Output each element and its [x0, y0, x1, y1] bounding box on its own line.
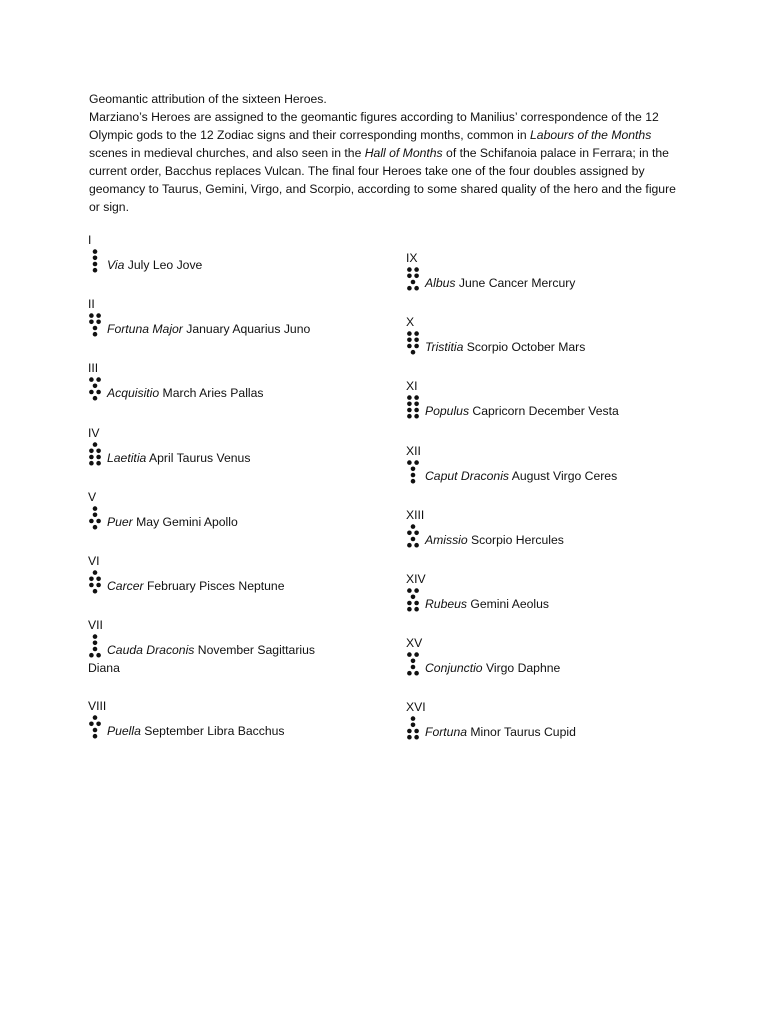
figure-name: Puer	[107, 515, 133, 529]
hero-attribution	[425, 596, 549, 614]
geomantic-dot	[414, 402, 419, 407]
hero-numeral: XV	[406, 636, 423, 650]
geomantic-dot	[411, 473, 416, 478]
geomantic-dot	[407, 408, 412, 413]
geomantic-dot	[414, 408, 419, 413]
geomantic-dot	[411, 467, 416, 472]
geomantic-dot	[93, 715, 98, 720]
geomantic-dot	[96, 722, 101, 727]
hero-attribution	[107, 578, 284, 596]
geomantic-dot	[411, 537, 416, 542]
geomantic-dot	[89, 449, 94, 454]
hero-numeral: XIII	[406, 508, 425, 522]
hero-line	[88, 313, 388, 339]
geomantic-dot	[414, 735, 419, 740]
hero-entry	[406, 507, 706, 550]
attribution-continuation: Diana	[88, 661, 120, 675]
geomantic-dot	[407, 735, 412, 740]
geomantic-dot	[93, 506, 98, 511]
geomantic-dot	[407, 671, 412, 676]
hero-numeral: I	[88, 233, 92, 247]
hero-entry	[406, 699, 706, 742]
attribution-details: May Gemini Apollo	[132, 515, 238, 529]
geomantic-figure-icon	[406, 267, 420, 293]
geomantic-dot	[93, 634, 98, 639]
geomantic-figure-icon	[406, 460, 420, 486]
geomantic-dot	[89, 377, 94, 382]
geomantic-dot	[407, 286, 412, 291]
geomantic-dot	[96, 320, 101, 325]
geomantic-dot	[93, 384, 98, 389]
hero-line	[88, 715, 388, 741]
geomantic-figure-icon	[88, 377, 102, 403]
geomantic-dot	[93, 262, 98, 267]
hero-attribution	[425, 532, 564, 550]
geomantic-dot	[93, 728, 98, 733]
geomantic-dot	[414, 274, 419, 279]
intro-paragraph	[89, 108, 689, 216]
attribution-details: September Libra Bacchus	[140, 724, 285, 738]
hero-line	[406, 588, 706, 614]
geomantic-figure-icon	[406, 395, 420, 421]
hero-line	[406, 524, 706, 550]
intro-italic-2: Hall of Months	[364, 146, 443, 160]
geomantic-dot	[96, 449, 101, 454]
geomantic-dot	[411, 665, 416, 670]
geomantic-dot	[407, 414, 412, 419]
attribution-details: March Aries Pallas	[159, 386, 264, 400]
geomantic-dot	[411, 524, 416, 529]
geomantic-dot	[411, 723, 416, 728]
geomantic-dot	[93, 513, 98, 518]
figure-name: Carcer	[107, 579, 144, 593]
hero-entry	[406, 314, 706, 357]
geomantic-dot	[96, 390, 101, 395]
figure-name: Conjunctio	[425, 661, 483, 675]
hero-line	[88, 442, 388, 468]
geomantic-dot	[93, 442, 98, 447]
geomantic-dot	[407, 344, 412, 349]
geomantic-dot	[93, 332, 98, 337]
figure-name: Fortuna	[425, 725, 468, 739]
geomantic-dot	[407, 274, 412, 279]
hero-attribution	[107, 385, 263, 403]
geomantic-dot	[414, 338, 419, 343]
hero-entry	[88, 698, 388, 741]
geomantic-dot	[93, 641, 98, 646]
geomantic-figure-icon	[406, 716, 420, 742]
geomantic-dot	[411, 659, 416, 664]
hero-line	[406, 395, 706, 421]
hero-line	[406, 460, 706, 486]
hero-entry	[88, 232, 388, 275]
hero-line	[88, 506, 388, 532]
geomantic-dot	[414, 729, 419, 734]
hero-numeral: VII	[88, 618, 103, 632]
figure-name: Via	[107, 258, 125, 272]
hero-numeral: II	[88, 297, 95, 311]
attribution-details: February Pisces Neptune	[143, 579, 285, 593]
geomantic-figure-icon	[88, 634, 102, 660]
geomantic-dot	[407, 543, 412, 548]
geomantic-dot	[407, 531, 412, 536]
geomantic-dot	[414, 607, 419, 612]
figure-name: Rubeus	[425, 597, 468, 611]
attribution-details: August Virgo Ceres	[509, 469, 618, 483]
geomantic-dot	[414, 286, 419, 291]
geomantic-dot	[89, 313, 94, 318]
hero-numeral: III	[88, 361, 99, 375]
geomantic-dot	[96, 653, 101, 658]
attribution-details: Scorpio Hercules	[467, 533, 564, 547]
geomantic-dot	[407, 395, 412, 400]
hero-entry	[406, 378, 706, 421]
geomantic-figure-icon	[406, 588, 420, 614]
geomantic-dot	[96, 461, 101, 466]
hero-entry	[88, 296, 388, 339]
figure-name: Caput Draconis	[425, 469, 509, 483]
geomantic-dot	[414, 344, 419, 349]
geomantic-dot	[411, 595, 416, 600]
figure-name: Albus	[425, 276, 456, 290]
hero-attribution	[107, 321, 310, 339]
geomantic-dot	[89, 390, 94, 395]
geomantic-dot	[96, 313, 101, 318]
figure-name: Amissio	[425, 533, 468, 547]
hero-line	[88, 570, 388, 596]
hero-attribution	[425, 403, 619, 421]
intro-heading: Geomantic attribution of the sixteen Heroes.	[89, 92, 327, 106]
hero-line	[406, 331, 706, 357]
geomantic-dot	[93, 268, 98, 273]
hero-attribution	[425, 339, 585, 357]
geomantic-dot	[93, 396, 98, 401]
intro-text	[89, 90, 689, 216]
hero-entry	[88, 425, 388, 468]
geomantic-dot	[93, 734, 98, 739]
geomantic-dot	[414, 652, 419, 657]
attribution-details: July Leo Jove	[124, 258, 203, 272]
geomantic-dot	[407, 588, 412, 593]
geomantic-dot	[411, 479, 416, 484]
geomantic-dot	[414, 395, 419, 400]
geomantic-dot	[89, 461, 94, 466]
hero-entry	[406, 571, 706, 614]
intro-text-2: scenes in medieval churches, and also seen in the	[89, 146, 365, 160]
hero-numeral: XVI	[406, 700, 426, 714]
geomantic-figure-icon	[406, 524, 420, 550]
geomantic-dot	[414, 543, 419, 548]
geomantic-dot	[414, 588, 419, 593]
attribution-details: Capricorn December Vesta	[469, 404, 619, 418]
figure-name: Populus	[425, 404, 470, 418]
geomantic-dot	[407, 331, 412, 336]
hero-entry	[88, 553, 388, 596]
hero-numeral: XIV	[406, 572, 426, 586]
geomantic-dot	[414, 331, 419, 336]
geomantic-dot	[93, 256, 98, 261]
attribution-details: April Taurus Venus	[146, 451, 251, 465]
attribution-details: Gemini Aeolus	[467, 597, 549, 611]
figure-name: Fortuna Major	[107, 322, 183, 336]
hero-attribution	[107, 450, 250, 468]
hero-attribution	[107, 514, 238, 532]
attribution-details: Virgo Daphne	[482, 661, 561, 675]
hero-numeral: XI	[406, 379, 418, 393]
attribution-details: November Sagittarius	[194, 643, 315, 657]
geomantic-dot	[411, 280, 416, 285]
geomantic-dot	[96, 577, 101, 582]
hero-entry	[406, 635, 706, 678]
hero-attribution	[425, 468, 617, 486]
geomantic-dot	[93, 647, 98, 652]
hero-line	[88, 249, 388, 275]
geomantic-dot	[414, 531, 419, 536]
attribution-details: January Aquarius Juno	[182, 322, 311, 336]
geomantic-dot	[93, 589, 98, 594]
geomantic-dot	[93, 326, 98, 331]
geomantic-dot	[89, 455, 94, 460]
hero-numeral: VIII	[88, 699, 107, 713]
geomantic-figure-icon	[88, 506, 102, 532]
attribution-details: Scorpio October Mars	[463, 340, 586, 354]
hero-line	[406, 652, 706, 678]
hero-attribution	[425, 275, 575, 293]
hero-entry	[88, 489, 388, 532]
geomantic-dot	[96, 377, 101, 382]
geomantic-dot	[414, 460, 419, 465]
geomantic-figure-icon	[88, 570, 102, 596]
geomantic-dot	[414, 414, 419, 419]
geomantic-figure-icon	[88, 715, 102, 741]
geomantic-dot	[96, 583, 101, 588]
geomantic-dot	[407, 402, 412, 407]
geomantic-dot	[89, 653, 94, 658]
geomantic-dot	[93, 570, 98, 575]
geomantic-dot	[407, 607, 412, 612]
figure-name: Acquisitio	[107, 386, 160, 400]
hero-entry	[88, 360, 388, 403]
geomantic-dot	[96, 455, 101, 460]
geomantic-dot	[407, 601, 412, 606]
hero-numeral: XII	[406, 444, 421, 458]
geomantic-dot	[96, 519, 101, 524]
hero-attribution	[107, 723, 285, 741]
hero-numeral: IV	[88, 426, 100, 440]
geomantic-dot	[411, 716, 416, 721]
hero-entry	[406, 250, 706, 293]
geomantic-dot	[407, 338, 412, 343]
figure-name: Cauda Draconis	[107, 643, 195, 657]
hero-line	[88, 634, 388, 660]
attribution-details: Minor Taurus Cupid	[467, 725, 576, 739]
hero-numeral: VI	[88, 554, 100, 568]
geomantic-dot	[407, 460, 412, 465]
hero-entry	[88, 617, 388, 677]
intro-text-1: Marziano’s Heroes are assigned to the geomantic figures according to Manilius’ correspondence of the 12 Olympic gods to the 12 Zodiac signs and their corresponding months, common in	[89, 110, 659, 142]
geomantic-figure-icon	[88, 313, 102, 339]
hero-numeral: X	[406, 315, 415, 329]
geomantic-dot	[89, 583, 94, 588]
hero-line	[406, 716, 706, 742]
hero-attribution	[425, 660, 560, 678]
geomantic-dot	[89, 722, 94, 727]
geomantic-dot	[414, 601, 419, 606]
figure-name: Laetitia	[107, 451, 147, 465]
hero-entry	[406, 443, 706, 486]
geomantic-figure-icon	[406, 331, 420, 357]
geomantic-figure-icon	[406, 652, 420, 678]
geomantic-dot	[93, 525, 98, 530]
figure-name: Tristitia	[425, 340, 464, 354]
intro-italic-1: Labours of the Months	[530, 128, 652, 142]
geomantic-dot	[411, 350, 416, 355]
geomantic-dot	[407, 267, 412, 272]
geomantic-figure-icon	[88, 442, 102, 468]
geomantic-dot	[414, 671, 419, 676]
geomantic-dot	[93, 249, 98, 254]
hero-numeral: IX	[406, 251, 418, 265]
geomantic-dot	[89, 577, 94, 582]
geomantic-figure-icon	[88, 249, 102, 275]
geomantic-dot	[407, 652, 412, 657]
geomantic-dot	[89, 519, 94, 524]
geomantic-dot	[407, 729, 412, 734]
geomantic-dot	[89, 320, 94, 325]
hero-line	[88, 377, 388, 403]
hero-attribution	[107, 257, 202, 275]
hero-attribution	[107, 642, 315, 660]
geomantic-dot	[414, 267, 419, 272]
hero-line	[406, 267, 706, 293]
intro-text-3: of the Schifanoia palace in Ferrara; in the current order, Bacchus replaces Vulcan. The final four Heroes take one of the four doubles assigned by geomancy to Taurus, Gemini, Virgo, and Scorpio, according to some shared quality of the hero and the figure or sign.	[89, 146, 676, 214]
hero-numeral: V	[88, 490, 97, 504]
attribution-details: June Cancer Mercury	[455, 276, 576, 290]
hero-attribution	[425, 724, 576, 742]
figure-name: Puella	[107, 724, 141, 738]
